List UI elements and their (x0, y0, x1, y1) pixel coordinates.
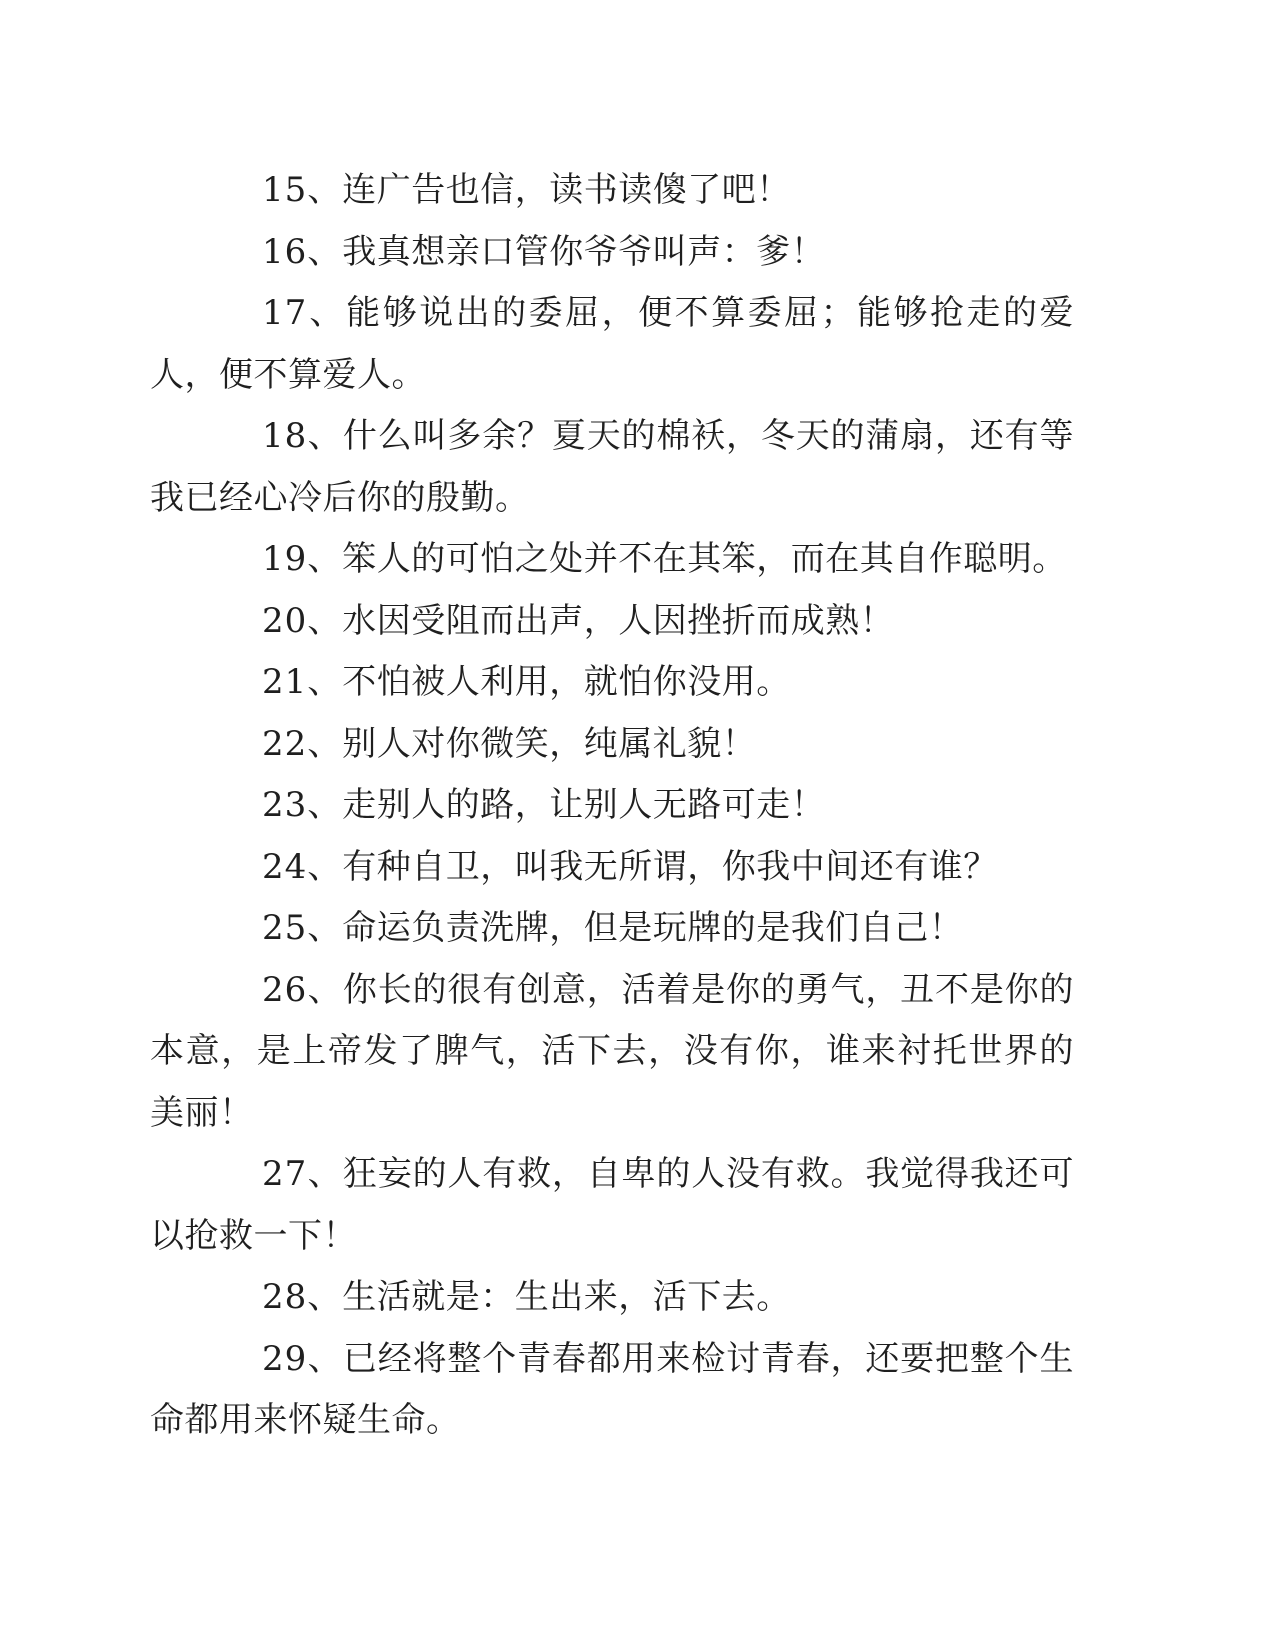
quote-text: 走别人的路，让别人无路可走！ (342, 785, 826, 825)
quote-number: 22、 (262, 723, 343, 764)
quote-text: 狂妄的人有救，自卑的人没有救。我觉得我还可以抢救一下！ (150, 1154, 1074, 1256)
quote-number: 18、 (262, 416, 343, 456)
quote-paragraph-19 (150, 529, 1074, 591)
quote-paragraph-16 (150, 222, 1074, 284)
quote-text: 水因受阻而出声，人因挫折而成熟！ (342, 600, 895, 641)
quote-paragraph-29 (150, 1329, 1074, 1452)
quote-paragraph-25 (150, 898, 1074, 960)
quote-list (150, 160, 1074, 1452)
quote-paragraph-21 (150, 652, 1074, 714)
quote-paragraph-20 (150, 591, 1074, 653)
quote-text: 笨人的可怕之处并不在其笨，而在其自作聪明。 (342, 539, 1067, 579)
quote-number: 28、 (262, 1277, 343, 1317)
quote-number: 16、 (262, 231, 343, 272)
quote-paragraph-28 (150, 1267, 1074, 1329)
quote-text: 生活就是：生出来，活下去。 (342, 1277, 791, 1317)
quote-paragraph-23 (150, 775, 1074, 837)
quote-number: 25、 (262, 908, 343, 948)
quote-number: 21、 (262, 662, 343, 702)
quote-paragraph-15 (150, 160, 1074, 222)
quote-paragraph-26 (150, 960, 1074, 1145)
quote-paragraph-24 (150, 837, 1074, 899)
quote-text: 什么叫多余？夏天的棉袄，冬天的蒲扇，还有等我已经心冷后你的殷勤。 (150, 416, 1074, 518)
quote-paragraph-18 (150, 406, 1074, 529)
quote-paragraph-22 (150, 714, 1074, 776)
quote-text: 有种自卫，叫我无所谓，你我中间还有谁？ (342, 846, 998, 887)
quote-text: 不怕被人利用，就怕你没用。 (342, 662, 791, 702)
quote-text: 别人对你微笑，纯属礼貌！ (342, 723, 757, 764)
quote-number: 23、 (262, 785, 343, 825)
quote-number: 24、 (262, 846, 343, 887)
quote-text: 我真想亲口管你爷爷叫声：爹！ (342, 231, 826, 272)
quote-text: 已经将整个青春都用来检讨青春，还要把整个生命都用来怀疑生命。 (150, 1338, 1074, 1440)
quote-number: 15、 (262, 170, 343, 210)
quote-text: 连广告也信，读书读傻了吧！ (342, 170, 791, 210)
quote-text: 命运负责洗牌，但是玩牌的是我们自己！ (342, 908, 964, 948)
quote-text: 能够说出的委屈，便不算委屈；能够抢走的爱人，便不算爱人。 (150, 293, 1075, 395)
quote-number: 20、 (262, 600, 343, 641)
quote-number: 19、 (262, 539, 343, 579)
quote-number: 17、 (262, 293, 347, 333)
quote-paragraph-27 (150, 1144, 1074, 1267)
quote-number: 26、 (262, 969, 343, 1010)
quote-number: 29、 (262, 1338, 343, 1379)
quote-paragraph-17 (150, 283, 1074, 406)
quote-number: 27、 (262, 1154, 343, 1194)
quote-text: 你长的很有创意，活着是你的勇气，丑不是你的本意，是上帝发了脾气，活下去，没有你，谁来衬托世界的美丽！ (150, 969, 1074, 1133)
